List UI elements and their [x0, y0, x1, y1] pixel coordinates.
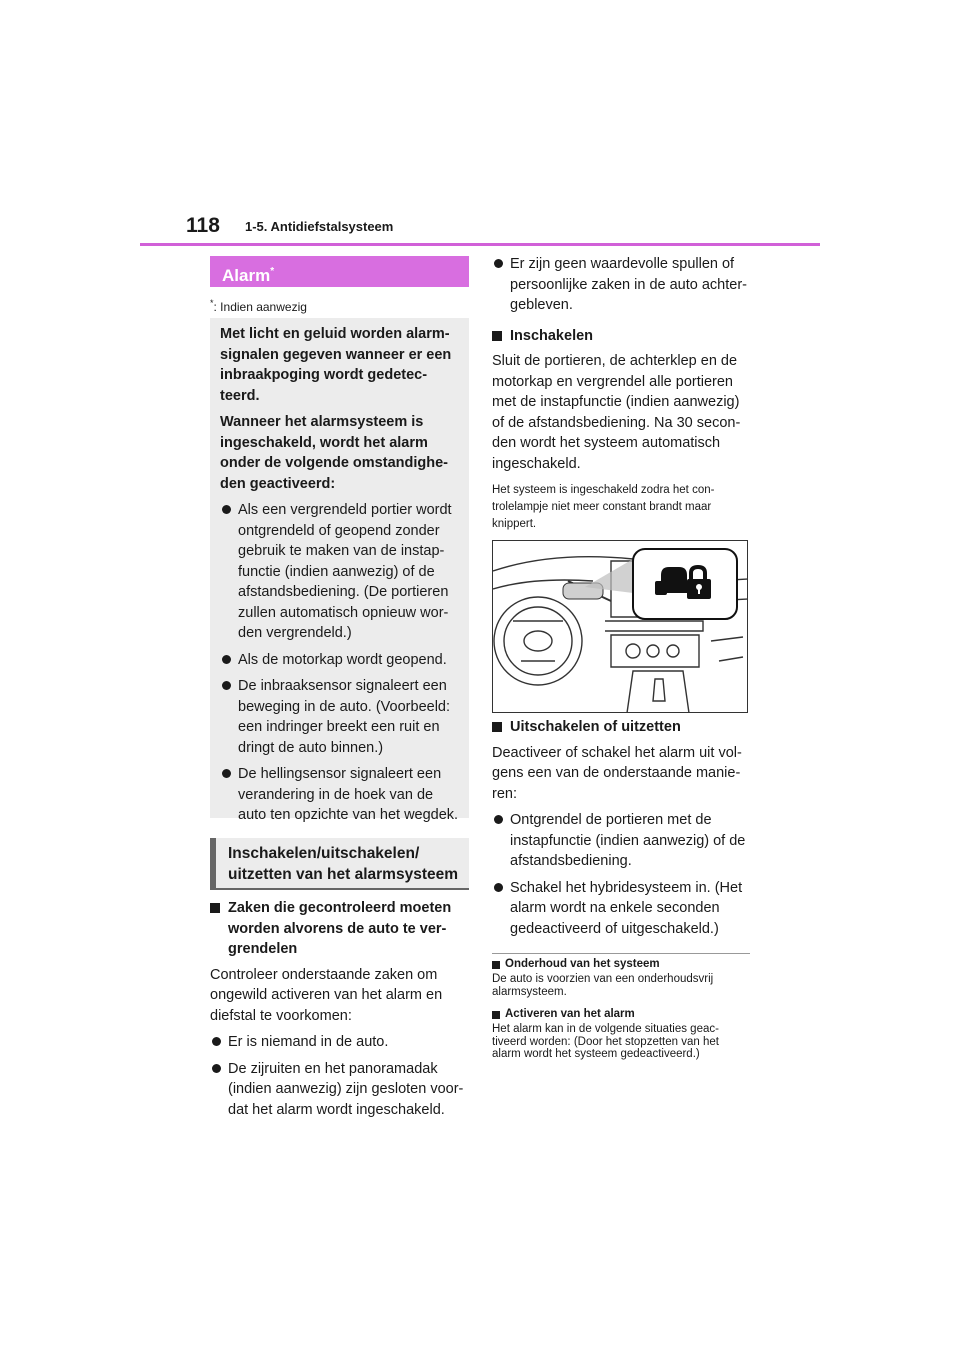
list-item: De zijruiten en het panoramadak (indien aanwezig) zijn gesloten voor-dat het alarm wordt ingeschakeld. [210, 1059, 470, 1121]
enable-heading: Inschakelen [492, 326, 750, 347]
note-heading: Activeren van het alarm [492, 1008, 750, 1020]
bullet-icon [494, 259, 503, 268]
alarm-title-marker: * [270, 266, 275, 277]
square-bullet-icon [492, 1011, 500, 1019]
square-bullet-icon [492, 722, 502, 732]
bullet-icon [494, 815, 503, 824]
section-title-switch: Inschakelen/uitschakelen/ uitzetten van het alarmsysteem [210, 838, 469, 890]
check-items-text: Controleer onderstaande zaken om ongewild activeren van het alarm en diefstal te voorkomen: [210, 966, 443, 1024]
note-heading: Onderhoud van het systeem [492, 958, 750, 970]
enable-text: Sluit de portieren, de achterklep en de motorkap en vergrendel alle portieren met de instapfunctie (indien aanwezig) of de afstandsbediening. Na 30 secon-den wordt het systeem automatisch ingeschakeld. [492, 353, 741, 472]
enable-small-text: Het systeem is ingeschakeld zodra het con-trolelampje niet meer constant brandt maar knippert. [492, 484, 715, 530]
list-item: Ontgrendel de portieren met de instapfunctie (indien aanwezig) of de afstandsbediening. [492, 810, 750, 872]
notes-section [492, 958, 750, 1061]
disable-heading: Uitschakelen of uitzetten [492, 717, 750, 738]
bullet-icon [212, 1037, 221, 1046]
alarm-title-text: Alarm [222, 266, 271, 285]
page-number: 118 [186, 214, 220, 237]
bullet-icon [222, 769, 231, 778]
section-title-alarm [210, 256, 469, 287]
square-bullet-icon [492, 961, 500, 969]
intro-box [210, 318, 469, 823]
bullet-icon [222, 655, 231, 664]
square-bullet-icon [492, 331, 502, 341]
footnote [210, 298, 307, 314]
list-item: Als een vergrendeld portier wordt ontgrendeld of geopend zonder gebruik te maken van de instap-functie (indien aanwezig) of de afstandsbediening. (De portieren zullen automatisch opnieuw wor-den vergrendeld.) [220, 500, 459, 644]
list-item: De hellingsensor signaleert een verandering in de hoek van de auto ten opzichte van het wegdek. [220, 764, 459, 826]
bullet-icon [212, 1064, 221, 1073]
footnote-marker: * [210, 298, 214, 308]
header-rule [140, 243, 820, 246]
footnote-text: : Indien aanwezig [213, 300, 307, 314]
check-items-section [210, 898, 470, 1120]
dashboard-illustration [492, 540, 748, 713]
list-item: Er zijn geen waardevolle spullen of persoonlijke zaken in de auto achter-gebleven. [492, 254, 750, 316]
square-bullet-icon [210, 903, 220, 913]
notes-divider [492, 953, 750, 954]
disable-text: Deactiveer of schakel het alarm uit vol-gens een van de onderstaande manie-ren: [492, 744, 742, 802]
list-item: Schakel het hybridesysteem in. (Het alarm wordt na enkele seconden gedeactiveerd of uitgeschakeld.) [492, 878, 750, 940]
note-text: Het alarm kan in de volgende situaties geac-tiveerd worden: (Door het stopzetten van het alarm wordt het systeem gedeactiveerd.) [492, 1023, 719, 1060]
disable-section [492, 717, 750, 939]
list-item: Er is niemand in de auto. [210, 1032, 470, 1053]
note-text: De auto is voorzien van een onderhoudsvrij alarmsysteem. [492, 973, 714, 998]
bullet-icon [494, 883, 503, 892]
right-column-top [492, 254, 750, 533]
check-items-heading: Zaken die gecontroleerd moeten worden alvorens de auto te ver-grendelen [210, 898, 470, 960]
bullet-icon [222, 681, 231, 690]
list-item: De inbraaksensor signaleert een beweging in de auto. (Voorbeeld: een indringer breekt een ruit en dringt de auto binnen.) [220, 676, 459, 758]
intro-para-2: Wanneer het alarmsysteem is ingeschakeld, wordt het alarm onder de volgende omstandighe-den geactiveerd: [220, 414, 448, 492]
list-item: Als de motorkap wordt geopend. [220, 650, 459, 671]
intro-para-1: Met licht en geluid worden alarm-signalen gegeven wanneer er een inbraakpoging wordt gedetec-teerd. [220, 326, 452, 404]
dashboard-drawing [493, 541, 748, 713]
chapter-title: 1-5. Antidiefstalsysteem [245, 219, 394, 234]
bullet-icon [222, 505, 231, 514]
